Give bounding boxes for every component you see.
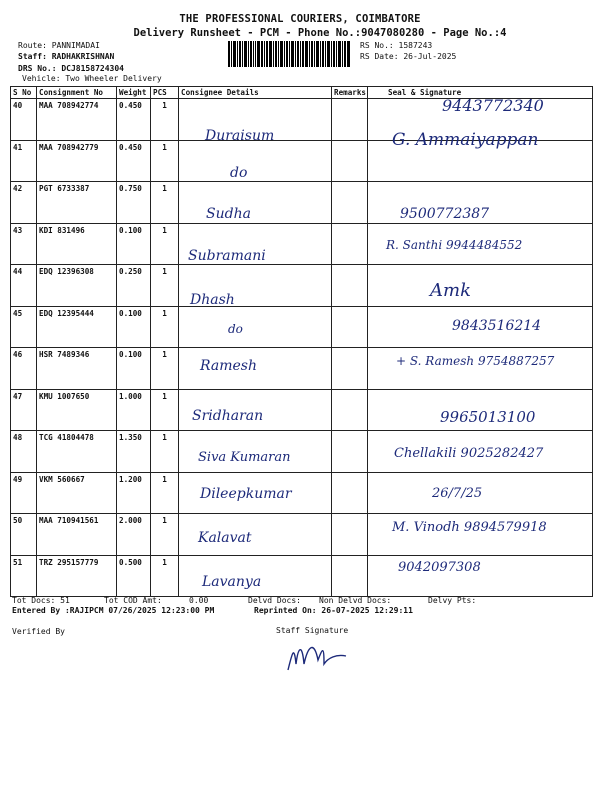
consignment-cell: MAA 708942779 — [37, 140, 117, 182]
consignee-cell — [179, 306, 332, 348]
col-header-consignment: Consignment No — [37, 87, 117, 99]
pcs-cell: 1 — [151, 99, 179, 141]
remarks-cell — [332, 223, 368, 265]
weight-cell: 0.250 — [117, 265, 151, 307]
col-header-pcs: PCS — [151, 87, 179, 99]
consignee-handwriting: Duraisum — [205, 128, 275, 144]
rs-no: RS No.: 1587243 — [360, 41, 433, 50]
pcs-cell: 1 — [151, 472, 179, 514]
seal-handwriting: 9042097308 — [398, 560, 481, 575]
weight-cell: 0.450 — [117, 99, 151, 141]
delvd-docs: Delvd Docs: — [248, 596, 301, 605]
consignee-cell — [179, 140, 332, 182]
remarks-cell — [332, 472, 368, 514]
consignee-handwriting: Sudha — [206, 206, 251, 222]
rs-date: RS Date: 26-Jul-2025 — [360, 52, 457, 61]
consignee-handwriting: Kalavat — [198, 530, 252, 546]
consignment-cell: MAA 710941561 — [37, 514, 117, 556]
barcode-image — [228, 41, 350, 67]
pcs-cell: 1 — [151, 182, 179, 224]
weight-cell: 0.750 — [117, 182, 151, 224]
runsheet-title: Delivery Runsheet - PCM - Phone No.:9047080280 - Page No.:4 — [133, 27, 507, 39]
seal-handwriting: Chellakili 9025282427 — [394, 446, 544, 461]
col-header-seal: Seal & Signature — [368, 87, 593, 99]
col-header-remarks: Remarks — [332, 87, 368, 99]
consignee-handwriting: do — [230, 165, 248, 181]
seal-handwriting: 26/7/25 — [432, 486, 483, 501]
weight-cell: 0.100 — [117, 306, 151, 348]
tot-cod-value: 0.00 — [189, 596, 209, 605]
consignee-handwriting: Sridharan — [192, 408, 264, 424]
weight-cell: 0.100 — [117, 223, 151, 265]
weight-cell: 0.450 — [117, 140, 151, 182]
remarks-cell — [332, 182, 368, 224]
company-title: THE PROFESSIONAL COURIERS, COIMBATORE — [179, 13, 421, 25]
sno-cell: 43 — [11, 223, 37, 265]
consignment-cell: TCG 41804478 — [37, 431, 117, 473]
delvy-pts: Delvy Pts: — [428, 596, 477, 605]
seal-handwriting: Amk — [430, 280, 471, 301]
sno-cell: 41 — [11, 140, 37, 182]
route-label: Route: PANNIMADAI — [18, 41, 100, 50]
seal-handwriting: 9965013100 — [440, 408, 536, 426]
weight-cell: 1.000 — [117, 389, 151, 431]
remarks-cell — [332, 140, 368, 182]
staff-signature-scribble — [284, 634, 354, 674]
reprinted-on: Reprinted On: 26-07-2025 12:29:11 — [254, 606, 413, 615]
tot-cod-label: Tot COD Amt: — [104, 596, 162, 605]
col-header-consignee: Consignee Details — [179, 87, 332, 99]
remarks-cell — [332, 99, 368, 141]
seal-signature-cell — [368, 265, 593, 307]
consignment-cell: HSR 7489346 — [37, 348, 117, 390]
sno-cell: 49 — [11, 472, 37, 514]
sno-cell: 50 — [11, 514, 37, 556]
entered-by: Entered By :RAJIPCM 07/26/2025 12:23:00 PM — [12, 606, 215, 615]
table-row — [11, 555, 593, 597]
sno-cell: 47 — [11, 389, 37, 431]
consignment-cell: PGT 6733387 — [37, 182, 117, 224]
remarks-cell — [332, 555, 368, 597]
pcs-cell: 1 — [151, 223, 179, 265]
vehicle-label: Vehicle: Two Wheeler Delivery — [22, 74, 162, 83]
pcs-cell: 1 — [151, 431, 179, 473]
seal-handwriting: G. Ammaiyappan — [392, 130, 539, 150]
pcs-cell: 1 — [151, 265, 179, 307]
staff-signature-label: Staff Signature — [276, 626, 349, 635]
remarks-cell — [332, 389, 368, 431]
consignment-cell: EDQ 12395444 — [37, 306, 117, 348]
consignee-handwriting: Subramani — [188, 248, 266, 264]
drs-label: DRS No.: DCJ8158724304 — [18, 64, 124, 73]
sno-cell: 45 — [11, 306, 37, 348]
consignee-handwriting: Dileepkumar — [200, 486, 292, 502]
seal-handwriting: 9500772387 — [400, 206, 490, 222]
seal-handwriting: + S. Ramesh 9754887257 — [396, 354, 555, 368]
consignee-handwriting: Lavanya — [202, 574, 262, 590]
pcs-cell: 1 — [151, 555, 179, 597]
tot-docs: Tot Docs: 51 — [12, 596, 70, 605]
sno-cell: 48 — [11, 431, 37, 473]
weight-cell: 1.200 — [117, 472, 151, 514]
remarks-cell — [332, 514, 368, 556]
col-header-sno: S No — [11, 87, 37, 99]
remarks-cell — [332, 431, 368, 473]
remarks-cell — [332, 265, 368, 307]
seal-handwriting: 9443772340 — [442, 96, 544, 115]
consignee-handwriting: Siva Kumaran — [198, 450, 291, 465]
weight-cell: 0.500 — [117, 555, 151, 597]
table-row — [11, 182, 593, 224]
pcs-cell: 1 — [151, 348, 179, 390]
consignment-cell: MAA 708942774 — [37, 99, 117, 141]
sno-cell: 46 — [11, 348, 37, 390]
consignment-cell: VKM 560667 — [37, 472, 117, 514]
seal-handwriting: 9843516214 — [452, 318, 542, 334]
consignee-handwriting: do — [228, 322, 243, 336]
pcs-cell: 1 — [151, 389, 179, 431]
pcs-cell: 1 — [151, 140, 179, 182]
remarks-cell — [332, 306, 368, 348]
seal-handwriting: R. Santhi 9944484552 — [386, 238, 523, 252]
weight-cell: 2.000 — [117, 514, 151, 556]
consignment-cell: KMU 1007650 — [37, 389, 117, 431]
consignment-cell: EDQ 12396308 — [37, 265, 117, 307]
sno-cell: 44 — [11, 265, 37, 307]
pcs-cell: 1 — [151, 514, 179, 556]
staff-label: Staff: RADHAKRISHNAN — [18, 52, 115, 61]
table-row — [11, 472, 593, 514]
consignee-cell — [179, 182, 332, 224]
remarks-cell — [332, 348, 368, 390]
sno-cell: 51 — [11, 555, 37, 597]
sno-cell: 40 — [11, 99, 37, 141]
col-header-weight: Weight — [117, 87, 151, 99]
consignee-handwriting: Dhash — [190, 292, 235, 308]
consignment-cell: KDI 831496 — [37, 223, 117, 265]
pcs-cell: 1 — [151, 306, 179, 348]
consignee-handwriting: Ramesh — [200, 358, 257, 374]
sno-cell: 42 — [11, 182, 37, 224]
non-delvd-docs: Non Delvd Docs: — [319, 596, 392, 605]
consignment-cell: TRZ 295157779 — [37, 555, 117, 597]
weight-cell: 1.350 — [117, 431, 151, 473]
weight-cell: 0.100 — [117, 348, 151, 390]
table-row — [11, 265, 593, 307]
verified-by: Verified By — [12, 627, 65, 636]
seal-handwriting: M. Vinodh 9894579918 — [392, 520, 547, 535]
